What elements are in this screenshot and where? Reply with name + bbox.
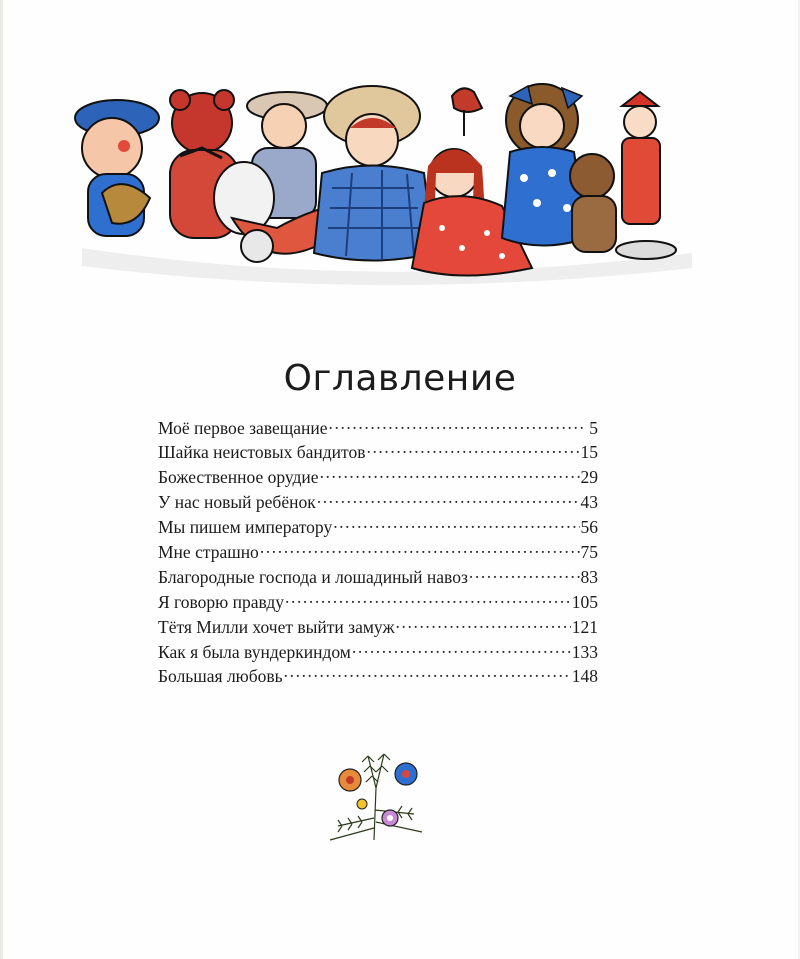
toys-illustration	[62, 78, 698, 288]
toc-leader-dots	[260, 540, 580, 558]
toc-entry-title: Мы пишем императору	[158, 517, 333, 538]
toc-entry-title: Божественное орудие	[158, 467, 319, 488]
toc-entry-title: Тётя Милли хочет выйти замуж	[158, 616, 395, 637]
toc-entry-page: 15	[580, 442, 598, 463]
toc-leader-dots	[352, 640, 571, 658]
page-edge-left	[0, 0, 3, 959]
toc-entry-title: Шайка неистовых бандитов	[158, 442, 366, 463]
toc-entry-page: 5	[589, 417, 598, 438]
toc-entry-page: 83	[580, 566, 598, 587]
toc-entry-title: Как я была вундеркиндом	[158, 641, 351, 662]
toc-leader-dots	[320, 466, 580, 484]
toc-entry	[158, 491, 598, 516]
toc-entry	[158, 466, 598, 491]
toc-leader-dots	[469, 565, 580, 583]
table-of-contents	[158, 416, 598, 690]
toc-entry-page: 121	[571, 616, 598, 637]
page-title: Оглавление	[283, 358, 517, 400]
toc-entry-title: У нас новый ребёнок	[158, 492, 316, 513]
toc-entry	[158, 441, 598, 466]
toc-entry-page: 148	[571, 666, 598, 687]
toc-leader-dots	[285, 590, 571, 608]
toc-entry-title: Большая любовь	[158, 666, 283, 687]
toc-entry-page: 56	[580, 517, 598, 538]
toc-entry-title: Мне страшно	[158, 541, 259, 562]
toc-entry	[158, 640, 598, 665]
toc-entry-title: Моё первое завещание	[158, 417, 328, 438]
toc-leader-dots	[366, 441, 579, 459]
flower-bouquet-drawing	[318, 748, 432, 844]
toc-entry	[158, 590, 598, 615]
toc-entry	[158, 540, 598, 565]
toc-entry	[158, 565, 598, 590]
toc-entry-page: 105	[571, 591, 598, 612]
toc-entry-page: 29	[580, 467, 598, 488]
toc-entry-title: Благородные господа и лошадиный навоз	[158, 566, 468, 587]
toc-leader-dots	[396, 615, 571, 633]
toc-entry	[158, 516, 598, 541]
toc-entry-page: 75	[580, 541, 598, 562]
toc-entry-page: 43	[580, 492, 598, 513]
toys-illustration-drawing	[62, 78, 698, 288]
toc-leader-dots	[333, 516, 579, 534]
toc-entry	[158, 665, 598, 690]
toc-entry-title: Я говорю правду	[158, 591, 284, 612]
toc-entry	[158, 615, 598, 640]
toc-entry-page: 133	[571, 641, 598, 662]
flower-bouquet-illustration	[318, 748, 432, 844]
toc-leader-dots	[329, 416, 584, 434]
toc-leader-dots	[317, 491, 580, 509]
toc-entry	[158, 416, 598, 441]
toc-leader-dots	[284, 665, 571, 683]
